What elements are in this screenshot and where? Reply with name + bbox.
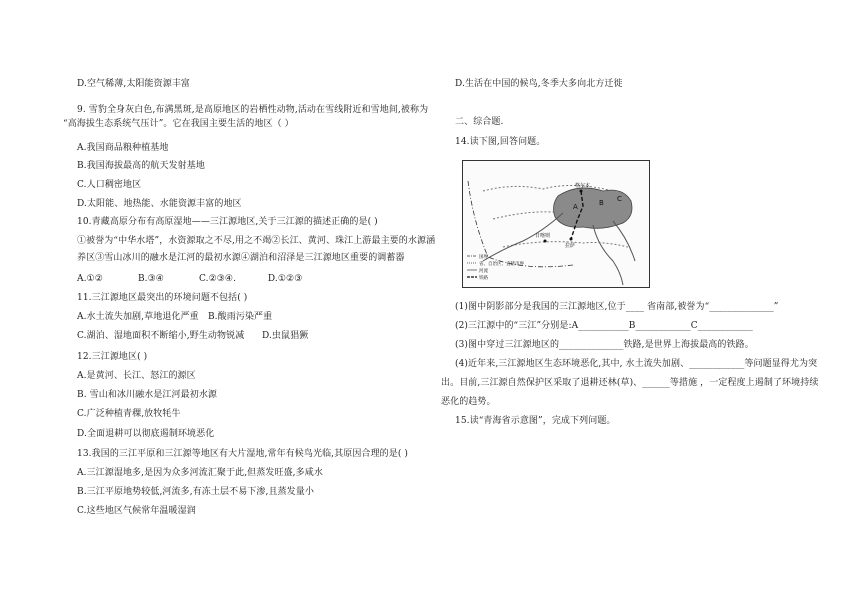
legend-item: 省、自治区、直辖市界 <box>479 262 524 267</box>
city-marker <box>580 190 583 193</box>
q11-option-c: C.湖泊、湿地面积不断缩小,野生动物锐减 <box>77 331 245 341</box>
q11-options-row2 <box>77 330 308 342</box>
q10-options <box>77 273 302 285</box>
q12-option-a: A.是黄河、长江、怒江的源区 <box>77 371 196 381</box>
label-a: A <box>573 203 578 211</box>
q14-part2: (2)三江源中的“三江”分别是:A___________B____________C____________ <box>455 321 753 331</box>
label-c: C <box>617 195 622 203</box>
q9-option-d: D.太阳能、地热能、水能资源丰富的地区 <box>77 199 242 209</box>
q13-option-d: D.生活在中国的候鸟,冬季大多向北方迁徙 <box>455 79 623 89</box>
q14-part3: (3)图中穿过三江源地区的______________铁路,是世界上海拔最高的铁路。 <box>455 340 754 350</box>
river-line <box>613 221 635 261</box>
q13-stem: 13.我国的三江平原和三江源等地区有大片湿地,常年有候鸟光临,其原因合理的是( ) <box>77 449 409 459</box>
q12-option-b: B. 雪山和冰川融水是江河最初水源 <box>77 390 218 400</box>
q12-option-c: C.广泛种植青稞,放牧牦牛 <box>77 409 181 419</box>
q14-part4-line3: 恶化的趋势。 <box>441 397 496 407</box>
q14-part1: (1)图中阴影部分是我国的三江源地区,位于____ 省南部,被誉为“______________” <box>455 302 779 312</box>
q11-options-row1 <box>77 311 272 323</box>
q11-option-a: A.水土流失加剧,草地退化严重 <box>77 312 199 322</box>
q11-option-d: D.虫鼠猖獗 <box>261 331 309 341</box>
q9-option-a: A.我国商品粮种植基地 <box>77 143 169 153</box>
q9-option-c: C.人口稠密地区 <box>77 180 142 190</box>
q9-stem-line1: 9. 雪豹全身灰白色,布满黑斑,是高原地区的岩栖性动物,活动在雪线附近和雪地间,被称为 <box>77 105 429 115</box>
city-marker <box>544 240 547 243</box>
sanjiangyuan-region <box>554 188 632 228</box>
q15-stem: 15.读“青海省示意图”，完成下列问题。 <box>455 416 616 426</box>
q10-stem-line2: ①被誉为“中华水塔”，水资源取之不尽,用之不竭②长江、黄河、珠江上游最主要的水源涵 <box>77 236 436 246</box>
city-label-2: 日喀则 <box>535 233 551 239</box>
q10-option-d: D.①②③ <box>267 274 303 284</box>
q11-option-b: B.酸雨污染严重 <box>207 312 273 322</box>
legend-item: 铁路 <box>479 276 488 281</box>
q10-stem-line1: 10.青藏高原分布有高原湿地——三江源地区,关于三江源的描述正确的是( ) <box>77 217 378 227</box>
map-legend <box>467 253 524 281</box>
river-line <box>483 213 563 261</box>
q9-stem-line2: “高海拔生态系统气压计”。它在我国主要生活的地区（ ） <box>63 119 294 129</box>
q9-option-b: B.我国海拔最高的航天发射基地 <box>77 161 205 171</box>
q14-part4-line1: (4)近年来,三江源地区生态环境恶化,其中, 水土流失加剧、____________等问题显得尤为突 <box>455 359 818 369</box>
q13-option-c: C.这些地区气候常年温暖湿润 <box>77 506 196 516</box>
q10-option-a: A.①② <box>77 274 103 284</box>
q12-option-d: D.全面退耕可以彻底遏制环境恶化 <box>77 429 215 439</box>
q8-option-d: D.空气稀薄,太阳能资源丰富 <box>77 79 191 89</box>
q13-option-b: B.三江平原地势较低,河流多,有冻土层不易下渗,且蒸发量小 <box>77 487 314 497</box>
map-svg <box>463 161 649 287</box>
q13-option-a: A.三江源湿地多,是因为众多河流汇聚于此,但蒸发旺盛,多咸水 <box>77 468 323 478</box>
city-marker <box>570 238 573 241</box>
q14-stem: 14.读下图,回答问题。 <box>455 137 546 147</box>
q12-stem: 12.三江源地区( ) <box>77 352 148 362</box>
label-b: B <box>599 199 604 207</box>
border-line <box>468 181 576 267</box>
q10-option-c: C.②③④. <box>198 274 237 284</box>
city-label-3: 拉萨 <box>565 243 576 249</box>
city-label-1: 格尔木 <box>575 183 591 189</box>
section-title: 二、综合题. <box>455 117 504 127</box>
legend-item: 国界 <box>479 255 488 260</box>
q10-stem-line3: 养区③雪山冰川的融水是江河的最初水源④湖泊和沼泽是三江源地区重要的调蓄器 <box>77 253 405 263</box>
q11-stem: 11.三江源地区最突出的环境问题不包括( ) <box>77 293 248 303</box>
q10-option-b: B.③④ <box>137 274 164 284</box>
river-line <box>593 225 623 285</box>
sanjiangyuan-map <box>462 160 650 288</box>
legend-item: 河流 <box>479 269 488 274</box>
q14-part4-line2: 出。目前,三江源自然保护区采取了退耕还林(草)、______等措施 ，一定程度上遏制了环境持续 <box>441 378 819 388</box>
